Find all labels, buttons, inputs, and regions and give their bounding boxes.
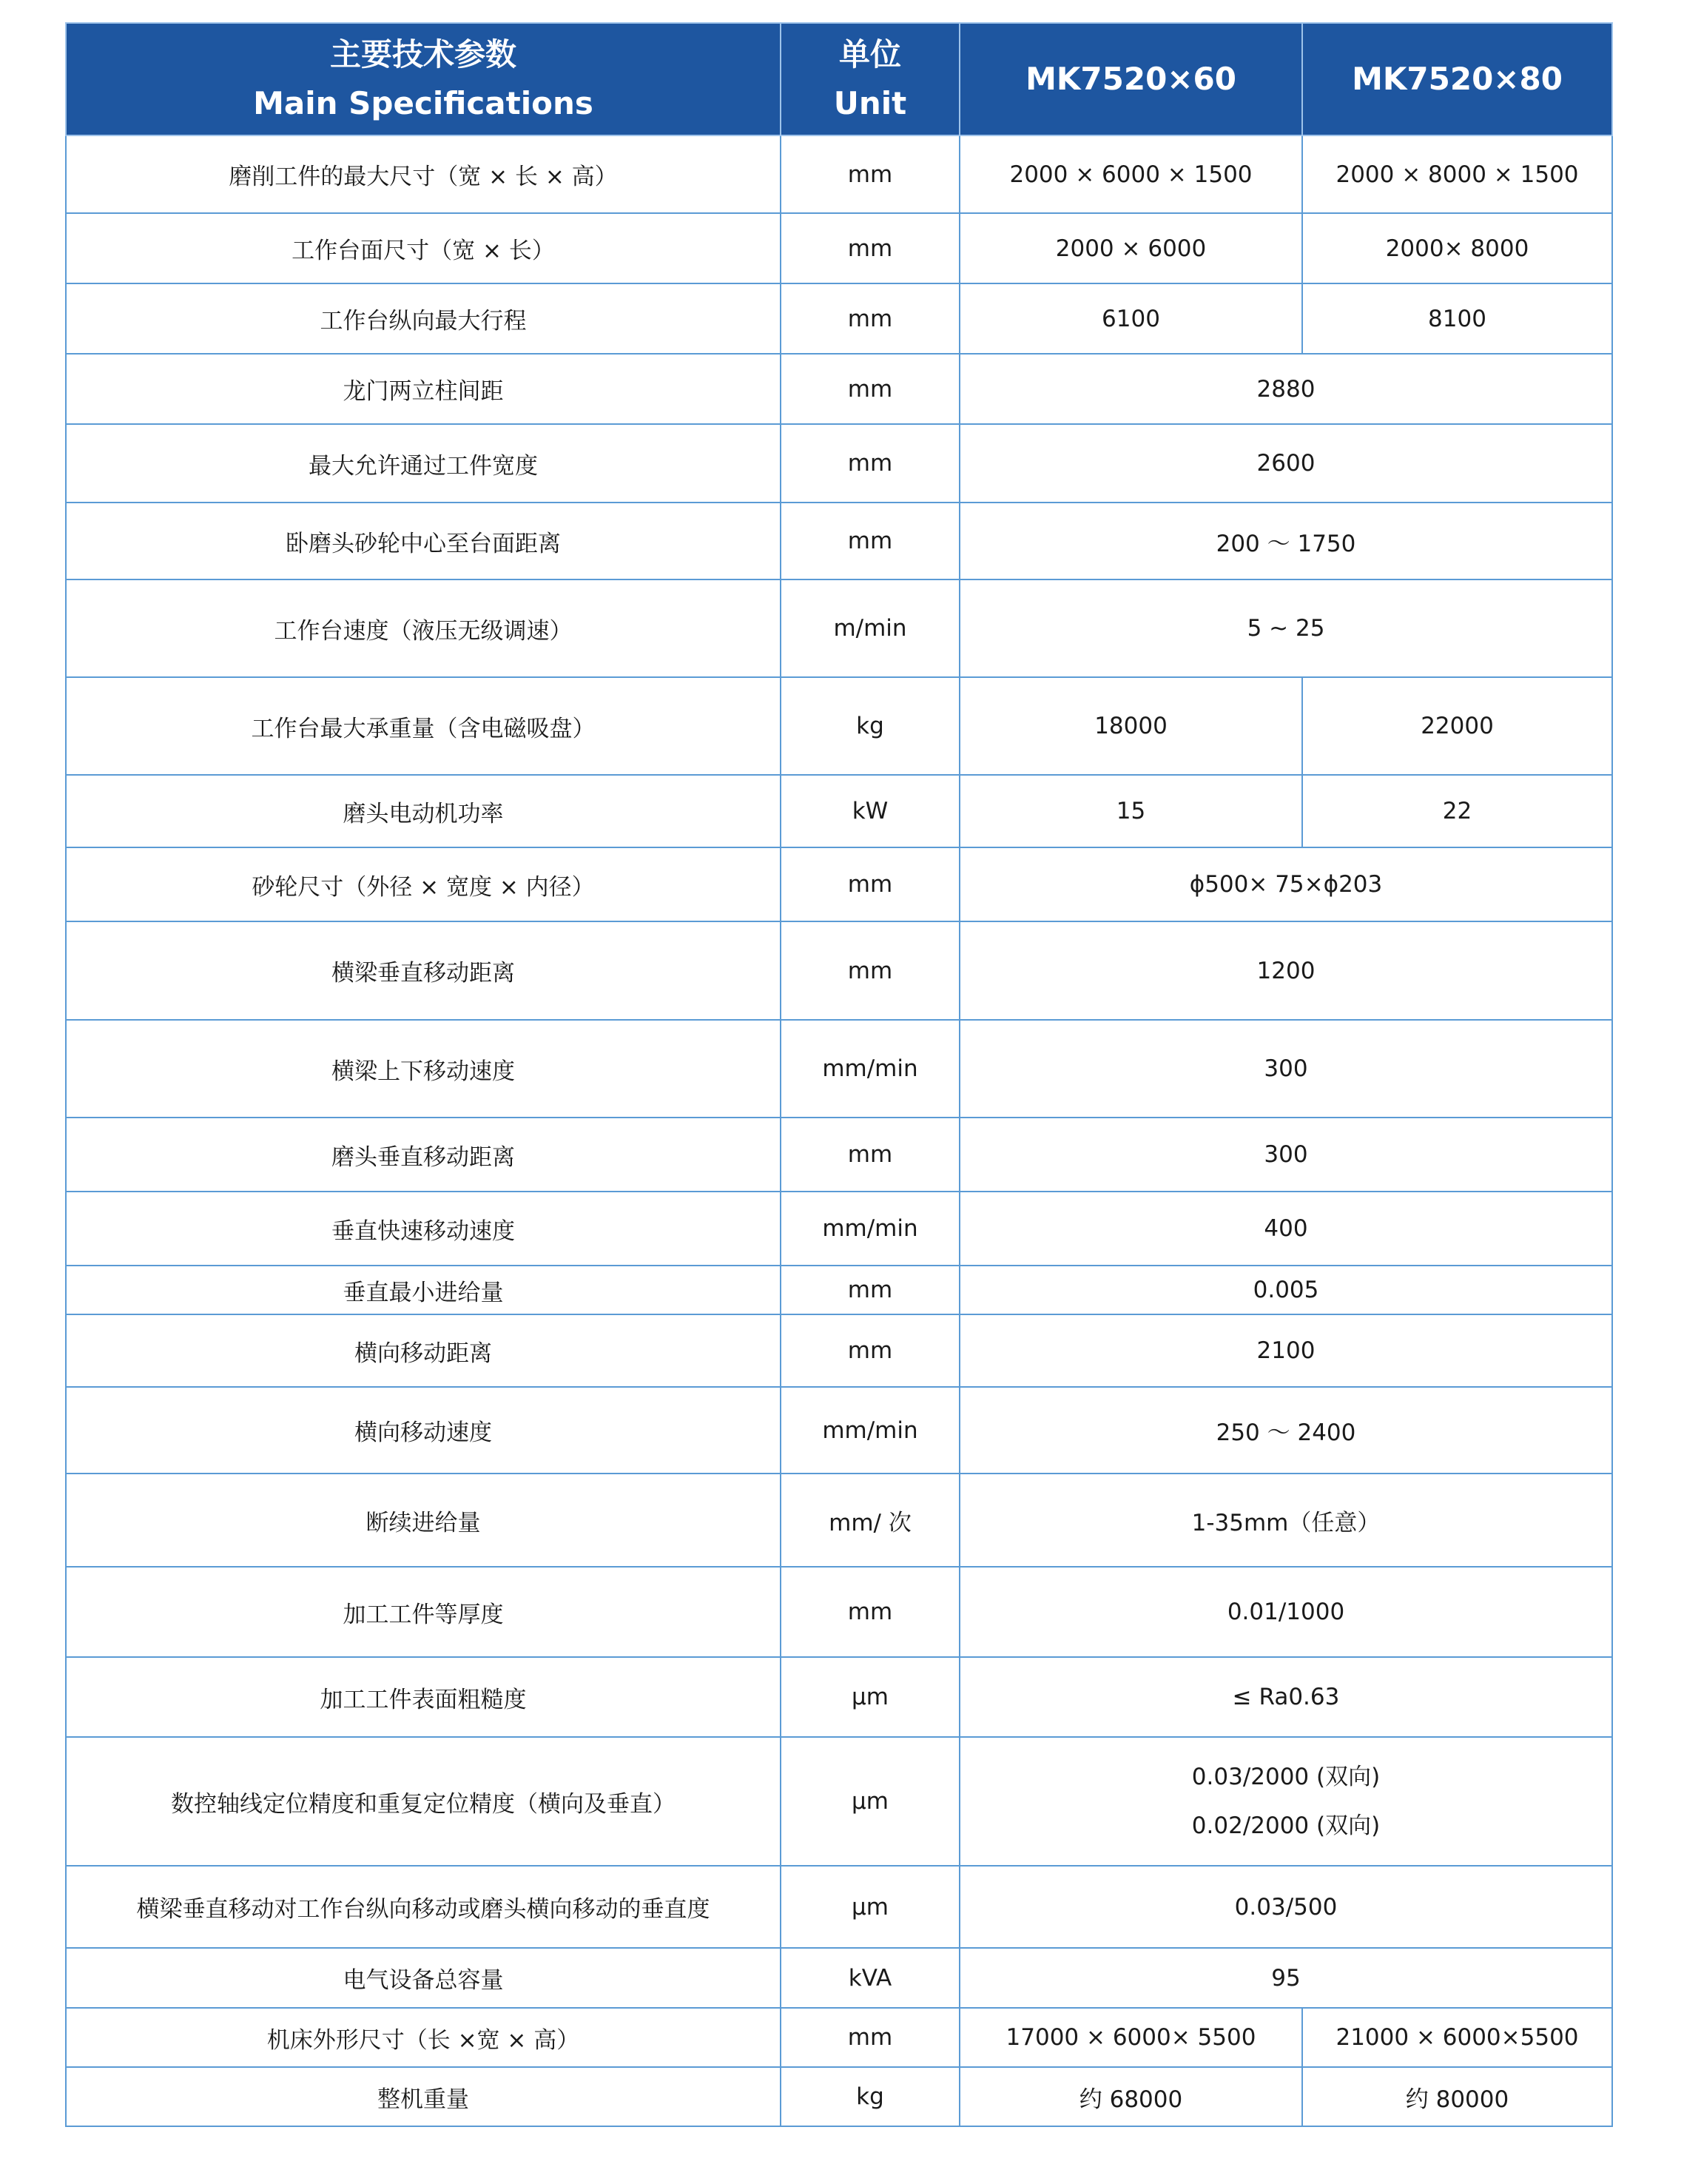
- unit-cell: mm/ 次: [781, 1474, 960, 1567]
- header-unit-en: Unit: [833, 85, 907, 121]
- unit-cell: mm: [781, 921, 960, 1020]
- unit-cell: μm: [781, 1866, 960, 1948]
- value-cell-a: 约 68000: [960, 2067, 1302, 2126]
- param-cell: 磨头垂直移动距离: [66, 1118, 781, 1192]
- param-cell: 龙门两立柱间距: [66, 354, 781, 424]
- value-cell-b: 8100: [1302, 283, 1612, 354]
- unit-cell: kW: [781, 775, 960, 847]
- table-row: [66, 1474, 1612, 1567]
- param-cell: 断续进给量: [66, 1474, 781, 1567]
- value-cell-b: 22000: [1302, 677, 1612, 775]
- unit-cell: mm: [781, 2008, 960, 2067]
- table-row: [66, 847, 1612, 921]
- value-cell: 0.01/1000: [960, 1567, 1612, 1657]
- value-cell: 1-35mm（任意）: [960, 1474, 1612, 1567]
- value-cell: 2600: [960, 424, 1612, 503]
- table-row: [66, 213, 1612, 283]
- param-cell: 卧磨头砂轮中心至台面距离: [66, 503, 781, 579]
- value-cell: ϕ500× 75×ϕ203: [960, 847, 1612, 921]
- table-row: [66, 1866, 1612, 1948]
- param-cell: 磨头电动机功率: [66, 775, 781, 847]
- unit-cell: mm: [781, 1118, 960, 1192]
- param-cell: 整机重量: [66, 2067, 781, 2126]
- table-row: [66, 1118, 1612, 1192]
- header-model-b: MK7520×80: [1302, 23, 1612, 135]
- header-unit-cn: 单位: [838, 36, 901, 73]
- table-row: [66, 2008, 1612, 2067]
- param-cell: 横梁垂直移动距离: [66, 921, 781, 1020]
- unit-cell: m/min: [781, 579, 960, 677]
- param-cell: 工作台速度（液压无级调速）: [66, 579, 781, 677]
- value-cell: ≤ Ra0.63: [960, 1657, 1612, 1737]
- table-row: [66, 579, 1612, 677]
- header-param: [66, 23, 781, 135]
- table-row: [66, 921, 1612, 1020]
- table-row: [66, 1657, 1612, 1737]
- value-cell: 0.03/500: [960, 1866, 1612, 1948]
- value-cell: 5 ~ 25: [960, 579, 1612, 677]
- header-row: [66, 23, 1612, 135]
- unit-cell: mm/min: [781, 1020, 960, 1118]
- table-row: [66, 1737, 1612, 1866]
- unit-cell: mm: [781, 213, 960, 283]
- param-cell: 磨削工件的最大尺寸（宽 × 长 × 高）: [66, 135, 781, 213]
- param-cell: 横梁上下移动速度: [66, 1020, 781, 1118]
- param-cell: 电气设备总容量: [66, 1948, 781, 2008]
- table-row: [66, 1314, 1612, 1387]
- value-cell-a: 2000 × 6000 × 1500: [960, 135, 1302, 213]
- value-cell: 250 ～ 2400: [960, 1387, 1612, 1474]
- value-cell: 0.005: [960, 1266, 1612, 1314]
- param-cell: 横向移动速度: [66, 1387, 781, 1474]
- unit-cell: mm: [781, 503, 960, 579]
- value-line-1: 0.03/2000 (双向): [1191, 1764, 1381, 1790]
- value-cell-b: 21000 × 6000×5500: [1302, 2008, 1612, 2067]
- unit-cell: kVA: [781, 1948, 960, 2008]
- param-cell: 横梁垂直移动对工作台纵向移动或磨头横向移动的垂直度: [66, 1866, 781, 1948]
- table-row: [66, 1266, 1612, 1314]
- value-cell-a: 6100: [960, 283, 1302, 354]
- table-row: [66, 775, 1612, 847]
- param-cell: 最大允许通过工件宽度: [66, 424, 781, 503]
- value-cell: [960, 1737, 1612, 1866]
- value-cell-b: 约 80000: [1302, 2067, 1612, 2126]
- value-cell: 400: [960, 1192, 1612, 1266]
- value-cell-b: 2000 × 8000 × 1500: [1302, 135, 1612, 213]
- value-cell: 2880: [960, 354, 1612, 424]
- table-row: [66, 1387, 1612, 1474]
- value-cell: 200 ～ 1750: [960, 503, 1612, 579]
- param-cell: 工作台最大承重量（含电磁吸盘）: [66, 677, 781, 775]
- table-row: [66, 1020, 1612, 1118]
- param-cell: 砂轮尺寸（外径 × 宽度 × 内径）: [66, 847, 781, 921]
- unit-cell: mm: [781, 1314, 960, 1387]
- value-cell: 300: [960, 1020, 1612, 1118]
- unit-cell: kg: [781, 677, 960, 775]
- value-cell-a: 18000: [960, 677, 1302, 775]
- unit-cell: μm: [781, 1737, 960, 1866]
- table-row: [66, 677, 1612, 775]
- param-cell: 机床外形尺寸（长 ×宽 × 高）: [66, 2008, 781, 2067]
- value-cell: 300: [960, 1118, 1612, 1192]
- unit-cell: μm: [781, 1657, 960, 1737]
- header-unit: [781, 23, 960, 135]
- param-cell: 横向移动距离: [66, 1314, 781, 1387]
- param-cell: 垂直快速移动速度: [66, 1192, 781, 1266]
- value-cell-b: 2000× 8000: [1302, 213, 1612, 283]
- table-row: [66, 354, 1612, 424]
- param-cell: 垂直最小进给量: [66, 1266, 781, 1314]
- header-param-cn: 主要技术参数: [329, 36, 516, 73]
- header-model-a: MK7520×60: [960, 23, 1302, 135]
- table-row: [66, 135, 1612, 213]
- table-row: [66, 1192, 1612, 1266]
- unit-cell: mm: [781, 424, 960, 503]
- value-cell-a: 17000 × 6000× 5500: [960, 2008, 1302, 2067]
- unit-cell: mm: [781, 1266, 960, 1314]
- table-row: [66, 503, 1612, 579]
- param-cell: 工作台纵向最大行程: [66, 283, 781, 354]
- unit-cell: mm/min: [781, 1192, 960, 1266]
- unit-cell: mm: [781, 847, 960, 921]
- value-line-2: 0.02/2000 (双向): [1191, 1812, 1381, 1839]
- unit-cell: kg: [781, 2067, 960, 2126]
- param-cell: 加工工件等厚度: [66, 1567, 781, 1657]
- param-cell: 数控轴线定位精度和重复定位精度（横向及垂直）: [66, 1737, 781, 1866]
- value-cell: 1200: [960, 921, 1612, 1020]
- param-cell: 工作台面尺寸（宽 × 长）: [66, 213, 781, 283]
- param-cell: 加工工件表面粗糙度: [66, 1657, 781, 1737]
- table-row: [66, 1567, 1612, 1657]
- unit-cell: mm/min: [781, 1387, 960, 1474]
- value-cell: 95: [960, 1948, 1612, 2008]
- value-cell-b: 22: [1302, 775, 1612, 847]
- table-row: [66, 1948, 1612, 2008]
- value-cell-a: 2000 × 6000: [960, 213, 1302, 283]
- table-row: [66, 2067, 1612, 2126]
- value-cell-a: 15: [960, 775, 1302, 847]
- spec-table: [65, 22, 1613, 2127]
- unit-cell: mm: [781, 135, 960, 213]
- unit-cell: mm: [781, 1567, 960, 1657]
- table-row: [66, 424, 1612, 503]
- unit-cell: mm: [781, 354, 960, 424]
- header-param-en: Main Specifications: [253, 85, 593, 121]
- value-cell: 2100: [960, 1314, 1612, 1387]
- table-row: [66, 283, 1612, 354]
- unit-cell: mm: [781, 283, 960, 354]
